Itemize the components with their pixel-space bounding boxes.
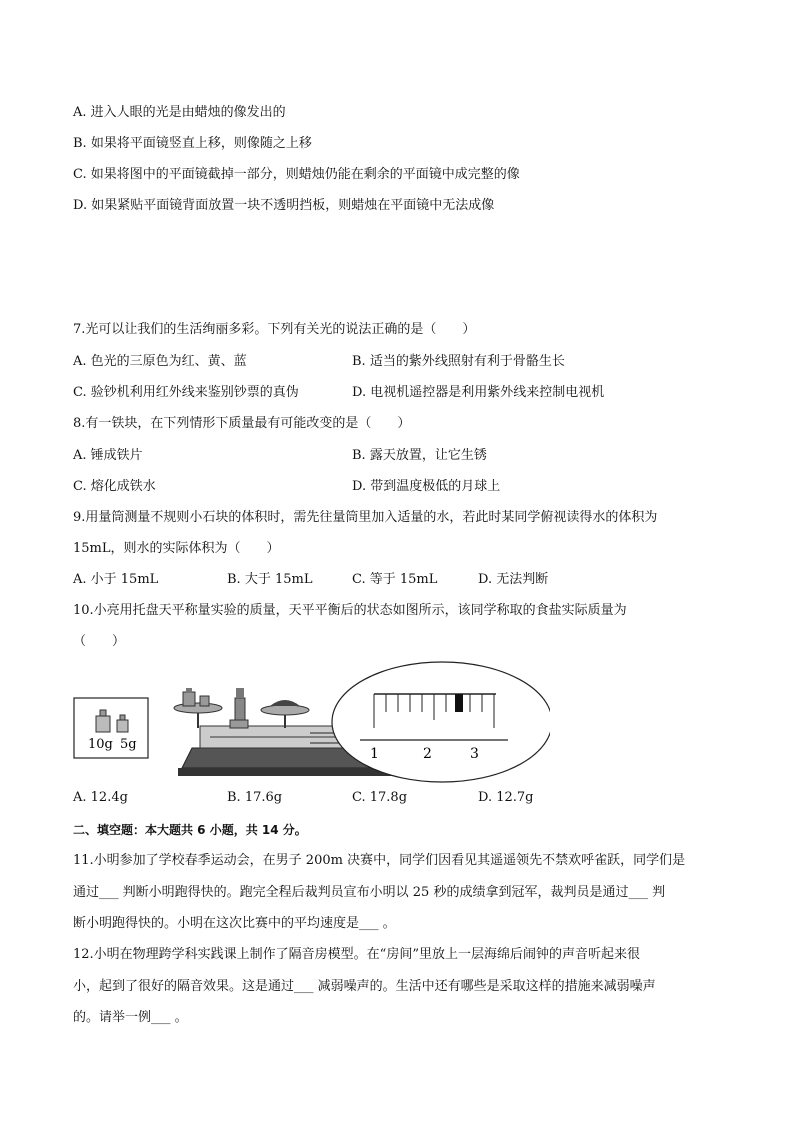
scale-label-3: 3 (470, 746, 479, 762)
weight-5g-icon (117, 715, 128, 732)
q10-stem-line1: 10.小亮用托盘天平称量实验的质量，天平平衡后的状态如图所示，该同学称取的食盐实际质量为 (73, 603, 627, 618)
weight-5g-label: 5g (120, 737, 137, 752)
q10-option-a: A. 12.4g (73, 790, 128, 805)
q10-option-c: C. 17.8g (352, 790, 408, 805)
q9-option-b: B. 大于 15mL (227, 572, 313, 587)
q7-stem: 7.光可以让我们的生活绚丽多彩。下列有关光的说法正确的是（ ） (73, 322, 476, 337)
balance-figure (70, 658, 550, 788)
q9-option-a: A. 小于 15mL (73, 572, 159, 587)
q6-option-a: A. 进入人眼的光是由蜡烛的像发出的 (73, 105, 286, 120)
q10-option-b: B. 17.6g (227, 790, 283, 805)
scale-label-2: 2 (423, 746, 432, 762)
q8-option-d: D. 带到温度极低的月球上 (352, 479, 501, 494)
q8-stem: 8.有一铁块，在下列情形下质量最有可能改变的是（ ） (73, 416, 411, 431)
q12-line3: 的。请举一例___ 。 (73, 1010, 188, 1025)
q11-line2: 通过___ 判断小明跑得快的。跑完全程后裁判员宣布小明以 25 秒的成绩拿到冠军，裁判员是通过___ 判 (73, 885, 666, 900)
scale-label-1: 1 (370, 746, 379, 762)
q9-option-d: D. 无法判断 (478, 572, 549, 587)
q10-stem-line2: （ ） (73, 634, 126, 649)
q11-line1: 11.小明参加了学校春季运动会，在男子 200m 决赛中，同学们因看见其遥遥领先不禁欢呼雀跃，同学们是 (73, 853, 686, 868)
q8-option-c: C. 熔化成铁水 (73, 479, 156, 494)
q9-stem-line2: 15mL，则水的实际体积为（ ） (73, 541, 280, 556)
q6-option-c: C. 如果将图中的平面镜截掉一部分，则蜡烛仍能在剩余的平面镜中成完整的像 (73, 167, 520, 182)
q7-option-a: A. 色光的三原色为红、黄、蓝 (73, 354, 247, 369)
q8-option-b: B. 露天放置，让它生锈 (352, 448, 487, 463)
zoom-circle (332, 662, 550, 782)
q12-line2: 小，起到了很好的隔音效果。这是通过___ 减弱噪声的。生活中还有哪些是采取这样的措施来减弱噪声 (73, 979, 656, 994)
q7-option-b: B. 适当的紫外线照射有利于骨骼生长 (352, 354, 565, 369)
q8-option-a: A. 锤成铁片 (73, 448, 143, 463)
q7-option-d: D. 电视机遥控器是利用紫外线来控制电视机 (352, 385, 605, 400)
q10-option-d: D. 12.7g (478, 790, 534, 805)
weight-10g-label: 10g (88, 737, 113, 752)
q12-line1: 12.小明在物理跨学科实践课上制作了隔音房模型。在“房间”里放上一层海绵后闹钟的声音听起来很 (73, 947, 640, 962)
section2-heading: 二、填空题：本大题共 6 小题，共 14 分。 (73, 823, 307, 837)
q9-option-c: C. 等于 15mL (352, 572, 438, 587)
q6-option-b: B. 如果将平面镜竖直上移，则像随之上移 (73, 136, 312, 151)
q6-option-d: D. 如果紧贴平面镜背面放置一块不透明挡板，则蜡烛在平面镜中无法成像 (73, 198, 495, 213)
weight-10g-icon (96, 710, 110, 732)
q7-option-c: C. 验钞机利用红外线来鉴别钞票的真伪 (73, 385, 299, 400)
q11-line3: 断小明跑得快的。小明在这次比赛中的平均速度是___ 。 (73, 916, 396, 931)
q9-stem-line1: 9.用量筒测量不规则小石块的体积时，需先往量筒里加入适量的水，若此时某同学俯视读得水的体积为 (73, 510, 658, 525)
